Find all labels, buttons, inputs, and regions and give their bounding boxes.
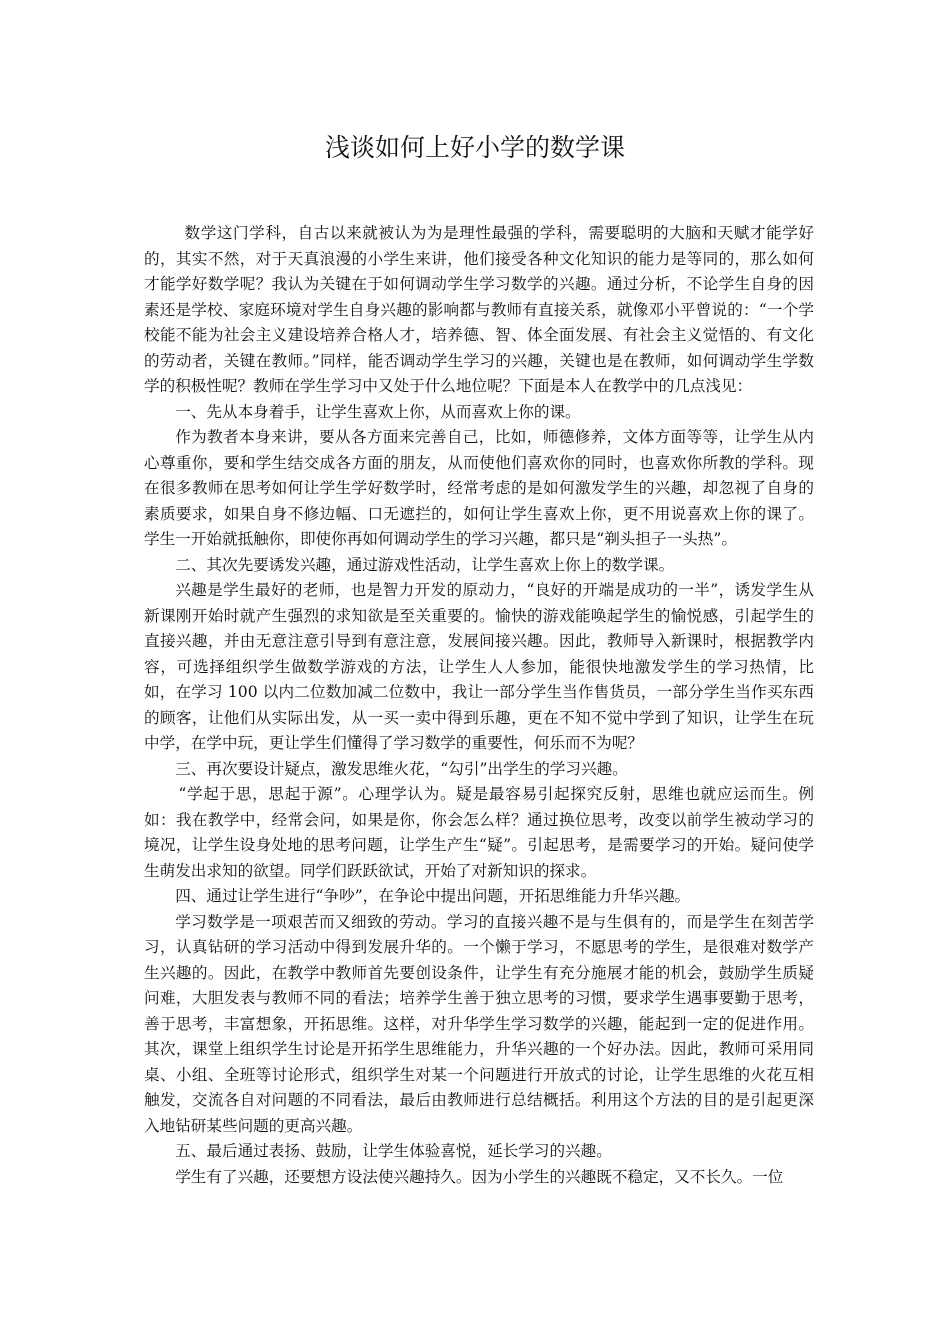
paragraph-point-2: 兴趣是学生最好的老师，也是智力开发的原动力，“良好的开端是成功的一半”，诱发学生从新课刚开始时就产生强烈的求知欲是至关重要的。愉快的游戏能唤起学生的愉悦感，引起学生的直接兴趣，并由无意注意引导到有意注意，发展间接兴趣。因此，教师导入新课时，根据教学内容，可选择组织学生做数学游戏的方法，让学生人人参加，能很快地激发学生的学习热情，比如，在学习 100 以内二位数加减二位数中，我让一部分学生当作售货员，一部分学生当作买东西的顾客，让他们从实际出发，从一买一卖中得到乐趣，更在不知不觉中学到了知识，让学生在玩中学，在学中玩，更让学生们懂得了学习数学的重要性，何乐而不为呢？	[144, 581, 814, 752]
heading-point-2: 二、其次先要诱发兴趣，通过游戏性活动，让学生喜欢上你上的数学课。	[175, 555, 675, 574]
heading-point-4: 四、通过让学生进行“争吵”，在争论中提出问题，开拓思维能力升华兴趣。	[175, 887, 691, 905]
heading-point-1: 一、先从本身着手，让学生喜欢上你，从而喜欢上你的课。	[175, 402, 581, 421]
paragraph-point-1: 作为教者本身来讲，要从各方面来完善自己，比如，师德修养，文体方面等等，让学生从内心尊重你，要和学生结交成各方面的朋友，从而使他们喜欢你的同时，也喜欢你所教的学科。现在很多教师在思考如何让学生学好数学时，经常考虑的是如何激发学生的兴趣，却忽视了自身的素质要求，如果自身不修边幅、口无遮拦的，如何让学生喜欢上你，更不用说喜欢上你的课了。学生一开始就抵触你，即使你再如何调动学生的学习兴趣，都只是“剃头担子一头热”。	[144, 428, 814, 548]
paragraph-point-4: 学习数学是一项艰苦而又细致的劳动。学习的直接兴趣不是与生俱有的，而是学生在刻苦学习，认真钻研的学习活动中得到发展升华的。一个懒于学习，不愿思考的学生，是很难对数学产生兴趣的。因此，在教学中教师首先要创设条件，让学生有充分施展才能的机会，鼓励学生质疑问难，大胆发表与教师不同的看法；培养学生善于独立思考的习惯，要求学生遇事要勤于思考，善于思考，丰富想象，开拓思维。这样，对升华学生学习数学的兴趣，能起到一定的促进作用。其次，课堂上组织学生讨论是开拓学生思维能力，升华兴趣的一个好办法。因此，教师可采用同桌、小组、全班等讨论形式，组织学生对某一个问题进行开放式的讨论，让学生思维的火花互相触发，交流各自对问题的不同看法，最后由教师进行总结概括。利用这个方法的目的是引起更深入地钻研某些问题的更高兴趣。	[144, 912, 814, 1135]
paragraph-intro: 数学这门学科，自古以来就被认为为是理性最强的学科，需要聪明的大脑和天赋才能学好的，其实不然，对于天真浪漫的小学生来讲，他们接受各种文化知识的能力是等同的，那么如何才能学好数学呢？我认为关键在于如何调动学生学习数学的兴趣。通过分析，不论学生自身的因素还是学校、家庭环境对学生自身兴趣的影响都与教师有直接关系，就像邓小平曾说的：“一个学校能不能为社会主义建设培养合格人才，培养德、智、体全面发展、有社会主义觉悟的、有文化的劳动者，关键在教师。”同样，能否调动学生学习的兴趣，关键也是在教师，如何调动学生学数学的积极性呢？教师在学生学习中又处于什么地位呢？下面是本人在教学中的几点浅见：	[144, 224, 814, 395]
heading-point-3: 三、再次要设计疑点，激发思维火花，“勾引”出学生的学习兴趣。	[175, 759, 628, 778]
heading-point-5: 五、最后通过表扬、鼓励，让学生体验喜悦，延长学习的兴趣。	[175, 1142, 612, 1160]
paragraph-point-5: 学生有了兴趣，还要想方设法使兴趣持久。因为小学生的兴趣既不稳定，又不长久。一位	[175, 1167, 784, 1186]
document-title: 浅谈如何上好小学的数学课	[324, 133, 625, 162]
paragraph-point-3: “学起于思，思起于源”。心理学认为。疑是最容易引起探究反射，思维也就应运而生。例如：我在教学中，经常会问，如果是你，你会怎么样？通过换位思考，改变以前学生被动学习的境况，让学生设身处地的思考问题，让学生产生“疑”。引起思考，是需要学习的开始。疑问使学生萌发出求知的欲望。同学们跃跃欲试，开始了对新知识的探求。	[144, 785, 814, 880]
document-body	[144, 221, 814, 1190]
